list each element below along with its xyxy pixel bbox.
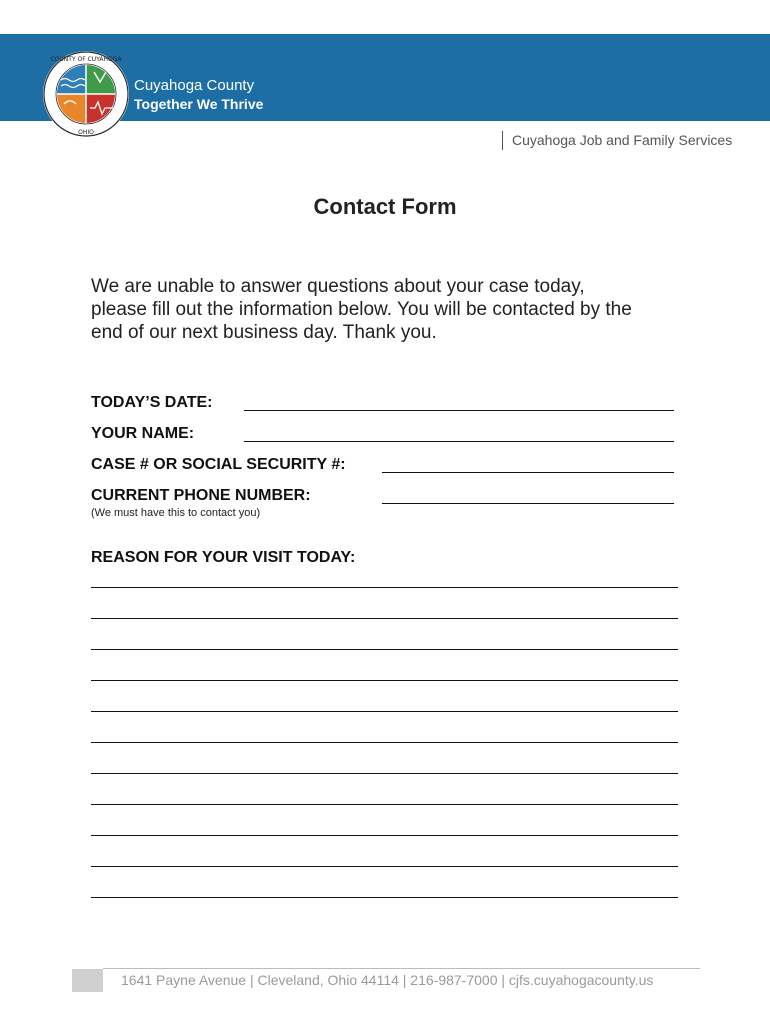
reason-line[interactable] xyxy=(91,587,678,588)
reason-line[interactable] xyxy=(91,804,678,805)
org-name: Cuyahoga County xyxy=(134,77,255,94)
reason-line[interactable] xyxy=(91,835,678,836)
reason-line[interactable] xyxy=(91,742,678,743)
phone-number-label: CURRENT PHONE NUMBER: xyxy=(91,487,311,504)
reason-line[interactable] xyxy=(91,711,678,712)
org-tagline: Together We Thrive xyxy=(134,96,264,112)
intro-line: We are unable to answer questions about your case today, xyxy=(91,276,585,297)
footer-address: 1641 Payne Avenue | Cleveland, Ohio 44114 | 216-987-7000 | cjfs.cuyahogacounty.us xyxy=(121,972,654,988)
svg-text:OHIO: OHIO xyxy=(78,129,94,136)
phone-number-line[interactable] xyxy=(382,503,674,504)
reason-line[interactable] xyxy=(91,680,678,681)
footer-divider xyxy=(103,968,700,969)
reason-line[interactable] xyxy=(91,897,678,898)
footer-accent-block xyxy=(72,969,103,992)
reason-line[interactable] xyxy=(91,773,678,774)
svg-text:COUNTY OF CUYAHOGA: COUNTY OF CUYAHOGA xyxy=(50,56,122,63)
reason-line[interactable] xyxy=(91,618,678,619)
county-seal-logo xyxy=(42,50,130,138)
intro-line: end of our next business day. Thank you. xyxy=(91,322,437,343)
case-ssn-label: CASE # OR SOCIAL SECURITY #: xyxy=(91,456,346,473)
reason-line[interactable] xyxy=(91,649,678,650)
reason-line[interactable] xyxy=(91,866,678,867)
your-name-line[interactable] xyxy=(244,441,674,442)
todays-date-label: TODAY’S DATE: xyxy=(91,394,213,411)
form-title: Contact Form xyxy=(313,194,457,219)
department-name: Cuyahoga Job and Family Services xyxy=(502,131,732,150)
intro-paragraph xyxy=(91,275,691,344)
case-ssn-line[interactable] xyxy=(382,472,674,473)
phone-note: (We must have this to contact you) xyxy=(91,507,261,519)
reason-label: REASON FOR YOUR VISIT TODAY: xyxy=(91,549,356,566)
your-name-label: YOUR NAME: xyxy=(91,425,195,442)
intro-line: please fill out the information below. You will be contacted by the xyxy=(91,299,632,320)
todays-date-line[interactable] xyxy=(244,410,674,411)
